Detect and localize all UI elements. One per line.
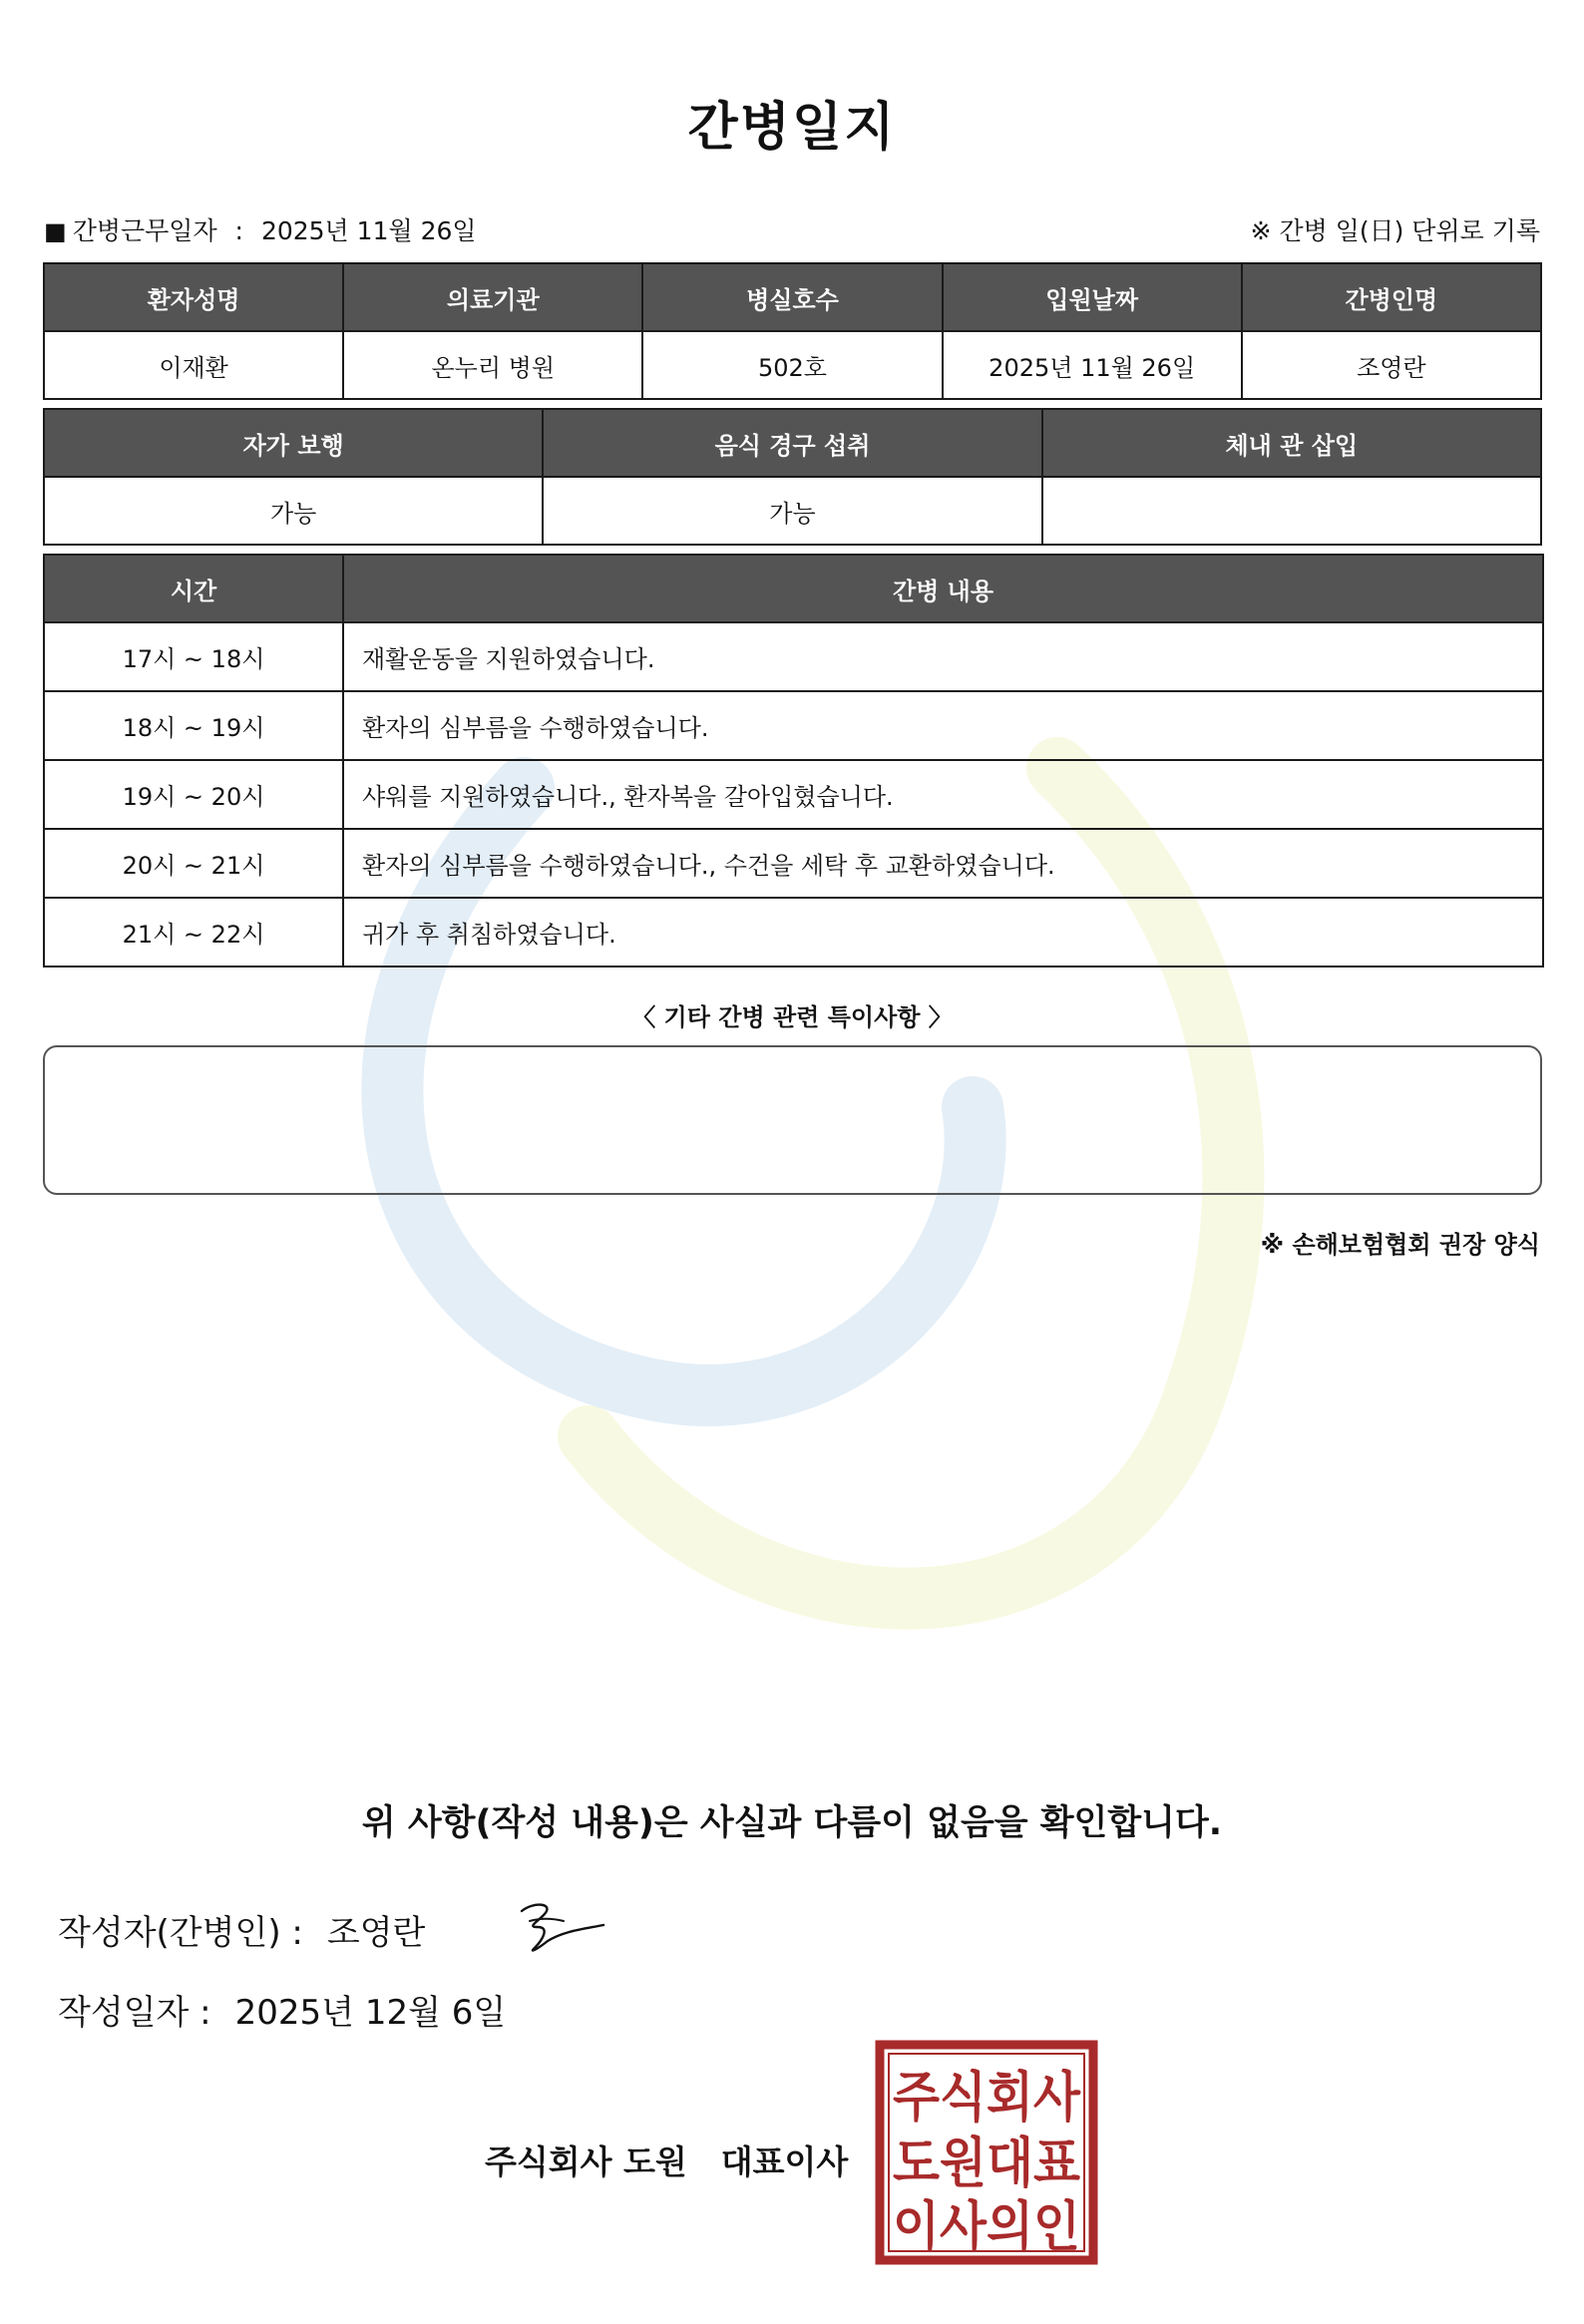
table-row — [44, 622, 1543, 691]
table-row — [44, 691, 1543, 760]
header-room: 병실호수 — [642, 263, 942, 331]
work-date — [44, 211, 477, 247]
header-patient-name: 환자성명 — [44, 263, 343, 331]
log-time: 21시 ~ 22시 — [44, 898, 343, 967]
table-row — [44, 331, 1541, 399]
table-row — [44, 760, 1543, 829]
table-header-row — [44, 263, 1541, 331]
writer-label: 작성자(간병인) : — [58, 1913, 303, 1953]
form-note: ※ 손해보험협회 권장 양식 — [1260, 1231, 1540, 1259]
admission-date: 2025년 11월 26일 — [943, 331, 1242, 399]
special-notes-box — [43, 1045, 1542, 1195]
work-date-value: 2025년 11월 26일 — [260, 216, 477, 245]
company-seal-image — [875, 2040, 1098, 2265]
header-caregiver-name: 간병인명 — [1242, 263, 1541, 331]
log-time: 17시 ~ 18시 — [44, 622, 343, 691]
header-self-walking: 자가 보행 — [44, 409, 543, 477]
log-time: 19시 ~ 20시 — [44, 760, 343, 829]
unit-note: ※ 간병 일(日) 단위로 기록 — [1250, 216, 1540, 245]
header-tube-insertion: 체내 관 삽입 — [1042, 409, 1541, 477]
table-row — [44, 898, 1543, 967]
caregiver-name: 조영란 — [1242, 331, 1541, 399]
header-hospital: 의료기관 — [343, 263, 642, 331]
log-content: 재활운동을 지원하였습니다. — [343, 622, 1543, 691]
header-oral-intake: 음식 경구 섭취 — [543, 409, 1041, 477]
work-date-separator: : — [234, 216, 243, 245]
log-content: 샤워를 지원하였습니다., 환자복을 갈아입혔습니다. — [343, 760, 1543, 829]
written-date-value: 2025년 12월 6일 — [234, 1993, 507, 2033]
patient-status-table — [43, 408, 1542, 546]
oral-intake: 가능 — [543, 477, 1041, 545]
svg-text:주식회사: 주식회사 — [893, 2066, 1081, 2129]
self-walking: 가능 — [44, 477, 543, 545]
log-time: 18시 ~ 19시 — [44, 691, 343, 760]
patient-info-table — [43, 262, 1542, 400]
work-date-label: 간병근무일자 — [72, 216, 217, 245]
table-header-row — [44, 409, 1541, 477]
confirmation-statement: 위 사항(작성 내용)은 사실과 다름이 없음을 확인합니다. — [361, 1803, 1223, 1843]
care-log-table — [43, 554, 1544, 968]
header-admission-date: 입원날짜 — [943, 263, 1242, 331]
patient-name: 이재환 — [44, 331, 343, 399]
company-signature-line — [485, 2136, 848, 2183]
svg-text:도원대표: 도원대표 — [893, 2131, 1080, 2194]
table-row — [44, 477, 1541, 545]
writer-line — [58, 1905, 425, 1954]
hospital: 온누리 병원 — [343, 331, 642, 399]
svg-text:이사의인: 이사의인 — [893, 2195, 1080, 2258]
log-content: 환자의 심부름을 수행하였습니다. — [343, 691, 1543, 760]
company-name: 주식회사 도원 — [485, 2142, 687, 2181]
written-date-label: 작성일자 : — [58, 1993, 211, 2033]
tube-insertion — [1042, 477, 1541, 545]
writer-name: 조영란 — [326, 1913, 426, 1953]
header-care-content: 간병 내용 — [343, 555, 1543, 622]
square-marker-icon: ■ — [44, 217, 67, 245]
header-time: 시간 — [44, 555, 343, 622]
ceo-title: 대표이사 — [720, 2142, 849, 2181]
written-date-line — [58, 1985, 506, 2034]
table-header-row — [44, 555, 1543, 622]
special-notes-title: 〈 기타 간병 관련 특이사항 〉 — [631, 1003, 953, 1031]
document-title: 간병일지 — [687, 98, 897, 158]
log-time: 20시 ~ 21시 — [44, 829, 343, 898]
signature-image — [504, 1897, 613, 1957]
table-row — [44, 829, 1543, 898]
room-number: 502호 — [642, 331, 942, 399]
log-content: 귀가 후 취침하였습니다. — [343, 898, 1543, 967]
log-content: 환자의 심부름을 수행하였습니다., 수건을 세탁 후 교환하였습니다. — [343, 829, 1543, 898]
